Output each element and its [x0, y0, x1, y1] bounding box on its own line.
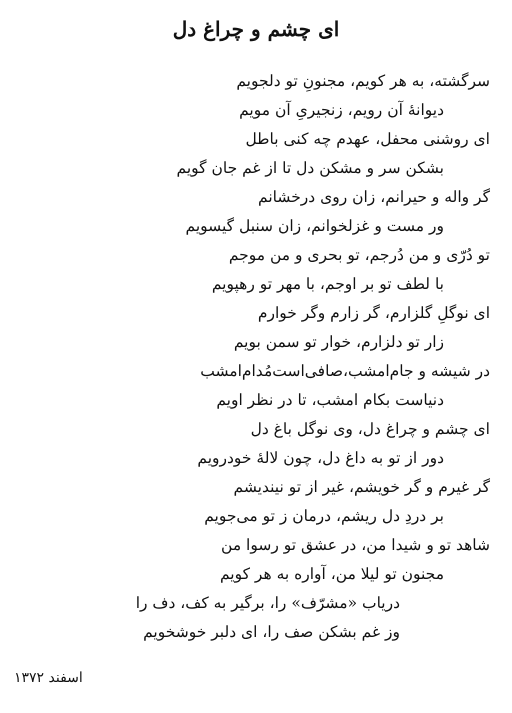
verse-line: شاهد تو و شیدا من، در عشق تو رسوا من: [221, 536, 490, 554]
verse-line: در شیشه و جام‌امشب،صافی‌است‌مُدام‌امشب: [200, 362, 490, 380]
poem-date: اسفند ۱۳۷۲: [14, 670, 83, 686]
verse-line: دنیاست بکام امشب، تا در نظر اویم: [216, 391, 444, 409]
verse-line: سرگشته، به هر کویم، مجنونِ تو دلجویم: [236, 72, 490, 90]
verse-line: دور از تو به داغ دل، چون لالهٔ خودرویم: [197, 449, 444, 467]
verse-line: بشکن سر و مشکن دل تا از غم جان گویم: [176, 159, 444, 177]
verse-line: زار تو دلزارم، خوار تو سمن بویم: [233, 333, 444, 351]
verse-line: مجنون تو لیلا من، آواره به هر کویم: [219, 565, 444, 583]
verse-line: ای نوگلِ گلزارم، گر زارم وگر خوارم: [257, 304, 490, 322]
verse-line: تو دُرّی و من دُرجم، تو بحری و من موجم: [228, 246, 490, 264]
poem-title: ای چشم و چراغ دل: [172, 17, 340, 41]
verse-line: گر واله و حیرانم، زان روی درخشانم: [258, 188, 490, 206]
verse-line: دریاب «مشرّف» را، برگیر به کف، دف را: [135, 594, 400, 612]
verse-line: با لطف تو بر اوجم، با مهر تو رهپویم: [211, 275, 444, 293]
verse-line: ای چشم و چراغ دل، وی نوگل باغ دل: [250, 420, 490, 438]
verse-line: ور مست و غزلخوانم، زان سنبل گیسویم: [185, 217, 444, 235]
verse-line: گر غیرم و گر خویشم، غیر از تو نیندیشم: [233, 478, 490, 496]
verse-line: وز غم بشکن صف را، ای دلبر خوشخویم: [143, 623, 400, 641]
verse-line: دیوانهٔ آن رویم، زنجیریِ آن مویم: [239, 101, 444, 119]
verse-line: ای روشنی محفل، عهدم چه کنی باطل: [245, 130, 490, 148]
verse-line: بر دردِ دل ریشم، درمان ز تو می‌جویم: [204, 507, 444, 525]
